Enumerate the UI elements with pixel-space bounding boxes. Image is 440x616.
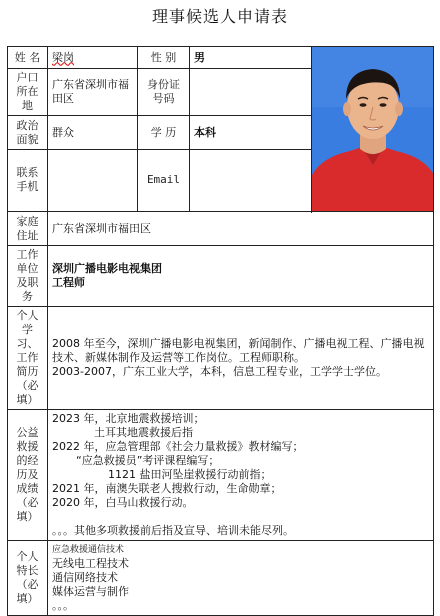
resume-line: 2003-2007，广东工业大学，本科，信息工程专业，工学学士学位。 [52, 365, 387, 378]
address-value: 广东省深圳市福田区 [48, 212, 434, 246]
application-form [7, 46, 434, 616]
gender-label: 性 别 [138, 47, 190, 69]
welfare-line [52, 510, 429, 524]
welfare-line: 土耳其地震救援后指 [94, 426, 193, 439]
welfare-line: 2022 年，应急管理部《社会力量救援》教材编写； [52, 440, 304, 453]
welfare-label: 公益救援的经历及成绩（必填） [8, 410, 48, 541]
person-portrait-icon [312, 47, 434, 211]
work-title-value: 工程师 [52, 276, 85, 289]
skill-item: 应急救援通信技术 [52, 545, 125, 555]
political-label: 政治面貌 [8, 116, 48, 149]
hukou-label: 户口所在地 [8, 69, 48, 116]
skill-item: 通信网络技术 [52, 571, 118, 584]
welfare-content [48, 410, 434, 541]
welfare-line: “应急救援员”考评课程编写； [76, 454, 220, 467]
welfare-line: 2021 年，南澳失联老人搜救行动，生命勋章； [52, 482, 282, 495]
form-title: 理事候选人申请表 [151, 7, 288, 26]
name-value: 梁岗 [52, 50, 74, 64]
phone-label: 联系手机 [8, 149, 48, 211]
skill-item: 媒体运营与制作 [52, 585, 129, 598]
welfare-line: 1121 盐田河坠崖救援行动前指； [108, 468, 272, 481]
welfare-line: 2020 年，白马山救援行动。 [52, 496, 194, 509]
skill-item: 。。。 [52, 599, 74, 612]
work-label: 工作单位及职务 [8, 246, 48, 307]
welfare-line: 。。。其他多项救援前后指及宣导、培训未能尽列。 [52, 524, 294, 537]
skills-content [48, 541, 434, 616]
skills-label: 个人特长（必填） [8, 541, 48, 616]
education-label: 学 历 [138, 116, 190, 149]
address-label: 家庭住址 [8, 212, 48, 246]
email-label: Email [138, 149, 190, 211]
resume-content [48, 307, 434, 410]
id-number-value [190, 69, 312, 116]
work-unit-value: 深圳广播电影电视集团 [52, 262, 162, 275]
id-number-label: 身份证号码 [138, 69, 190, 116]
political-value: 群众 [48, 116, 138, 149]
welfare-line: 2023 年，北京地震救援培训； [52, 412, 205, 425]
education-value: 本科 [190, 116, 312, 149]
skill-item: 无线电工程技术 [52, 557, 129, 570]
gender-value: 男 [190, 47, 312, 69]
hukou-value: 广东省深圳市福田区 [48, 69, 138, 116]
phone-value [48, 149, 138, 211]
applicant-photo [312, 47, 434, 211]
photo-cell [312, 47, 434, 212]
name-label: 姓 名 [8, 47, 48, 69]
email-value [190, 149, 312, 211]
resume-line: 2008 年至今，深圳广播电影电视集团，新闻制作、广播电视工程、广播电视技术、新媒体制作及运营等工作岗位。工程师职称。 [52, 337, 425, 364]
resume-label: 个人学习、工作简历（必填） [8, 307, 48, 410]
